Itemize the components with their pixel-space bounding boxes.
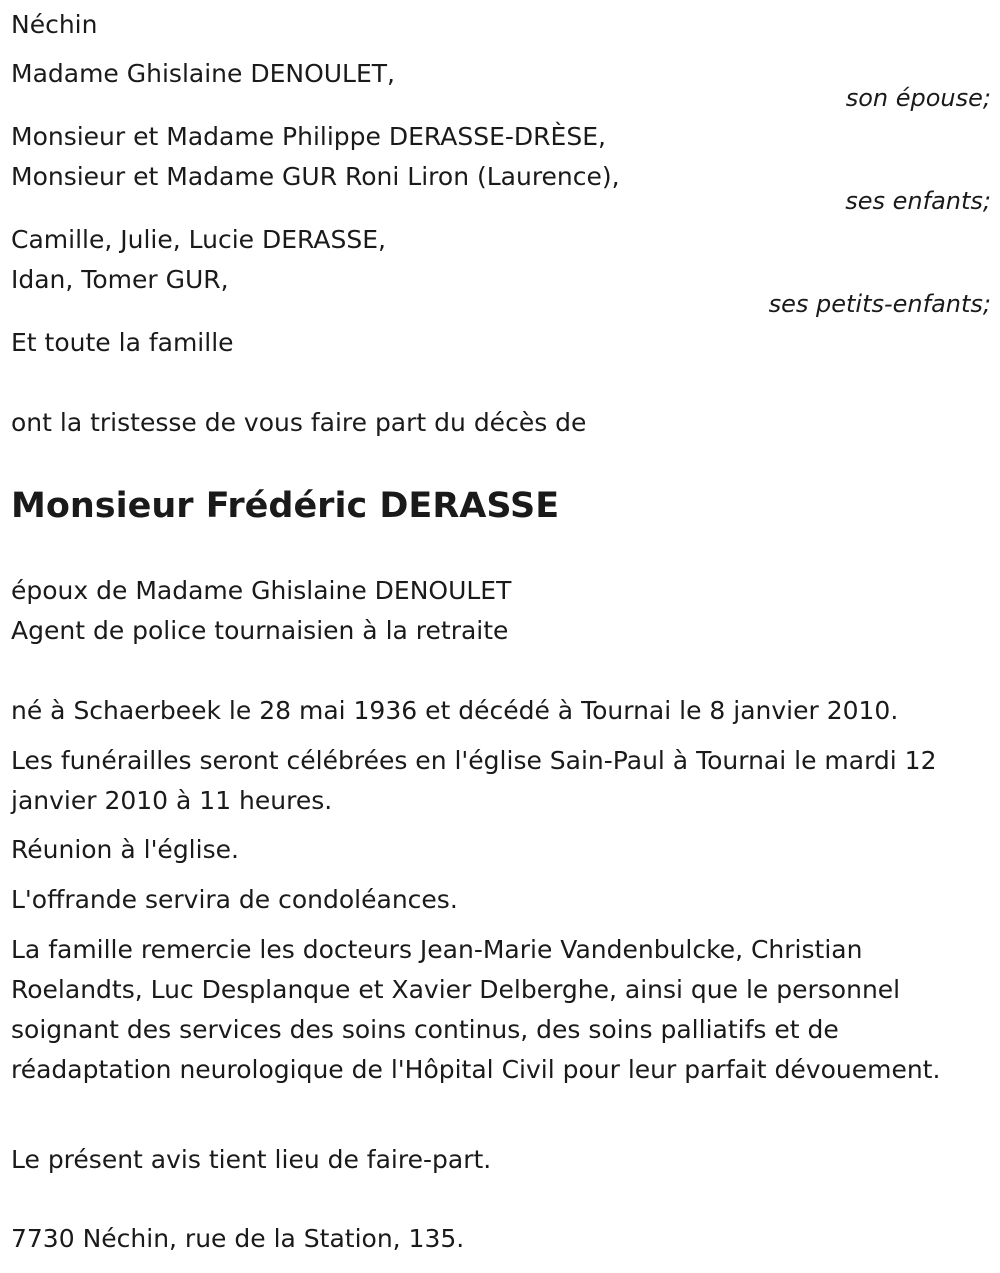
- spouse-of: époux de Madame Ghislaine DENOULET: [11, 576, 512, 605]
- grandchild-line-2: Idan, Tomer GUR,: [11, 265, 229, 294]
- announcement-intro: ont la tristesse de vous faire part du décès de: [11, 408, 587, 437]
- address: 7730 Néchin, rue de la Station, 135.: [11, 1224, 465, 1253]
- grandchild-line-1: Camille, Julie, Lucie DERASSE,: [11, 225, 386, 254]
- grandchildren-role: ses petits-enfants;: [768, 290, 991, 318]
- birth-death: né à Schaerbeek le 28 mai 1936 et décédé à Tournai le 8 janvier 2010.: [11, 696, 899, 725]
- meeting-info: Réunion à l'église.: [11, 835, 239, 864]
- place-heading: Néchin: [11, 10, 98, 39]
- child-line-2: Monsieur et Madame GUR Roni Liron (Laurence),: [11, 162, 620, 191]
- spouse-role: son épouse;: [845, 84, 991, 112]
- thanks-paragraph: La famille remercie les docteurs Jean-Marie Vandenbulcke, Christian Roelandts, Luc Desplanque et Xavier Delberghe, ainsi que le personnel soignant des services des soins continus, des soins palliatifs et de réadaptation neurologique de l'Hôpital Civil pour leur parfait dévouement.: [11, 935, 941, 1084]
- funeral-info: Les funérailles seront célébrées en l'église Sain-Paul à Tournai le mardi 12 janvier 2010 à 11 heures.: [11, 746, 937, 815]
- notice-text: Le présent avis tient lieu de faire-part.: [11, 1145, 492, 1174]
- spouse-name: Madame Ghislaine DENOULET,: [11, 59, 395, 88]
- deceased-name: Monsieur Frédéric DERASSE: [11, 486, 560, 526]
- children-role: ses enfants;: [845, 187, 991, 215]
- offering-info: L'offrande servira de condoléances.: [11, 885, 458, 914]
- other-family: Et toute la famille: [11, 328, 234, 357]
- occupation: Agent de police tournaisien à la retraite: [11, 616, 509, 645]
- child-line-1: Monsieur et Madame Philippe DERASSE-DRÈSE,: [11, 122, 606, 151]
